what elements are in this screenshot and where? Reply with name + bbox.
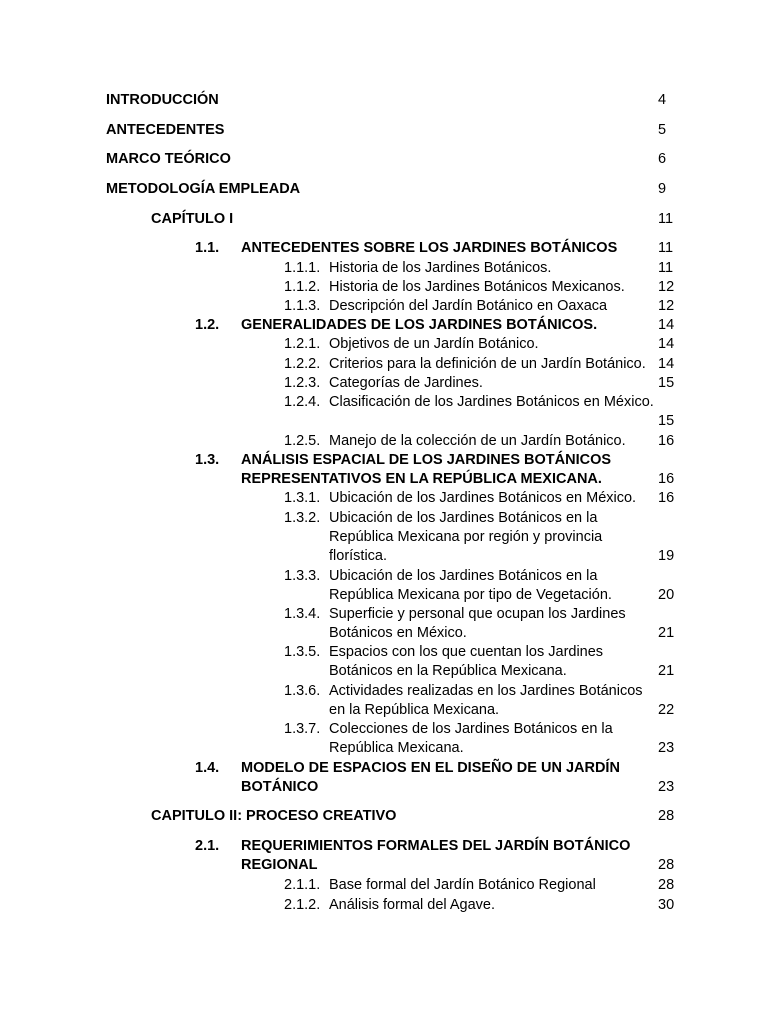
toc-entry-page: 23: [658, 740, 675, 756]
toc-entry-number: 1.3.: [195, 452, 220, 468]
toc-entry-title: Ubicación de los Jardines Botánicos en la República Mexicana por región y provincia florística.: [329, 510, 603, 564]
toc-entry-title: Espacios con los que cuentan los Jardines Botánicos en la República Mexicana.: [329, 644, 604, 679]
toc-entry-page: 14: [658, 317, 675, 333]
toc-entry: [0, 393, 768, 433]
toc-entry-page: 12: [658, 279, 675, 295]
toc-entry-number: 2.1.: [195, 838, 220, 854]
toc-entry-number: 1.1.3.: [284, 298, 321, 314]
toc-entry-page: 12: [658, 298, 675, 314]
toc-entry-title: Historia de los Jardines Botánicos.: [329, 260, 552, 276]
toc-entry-number: 1.1.1.: [284, 260, 321, 276]
toc-entry-title: GENERALIDADES DE LOS JARDINES BOTÁNICOS.: [241, 317, 598, 333]
toc-entry-number: 1.2.3.: [284, 375, 321, 391]
toc-entry-page: 28: [658, 857, 675, 873]
toc-entry-title: REQUERIMIENTOS FORMALES DEL JARDÍN BOTÁNICO REGIONAL: [241, 838, 631, 873]
toc-entry-title: Ubicación de los Jardines Botánicos en México.: [329, 490, 637, 506]
toc-entry-page: 14: [658, 356, 675, 372]
toc-entry-page: 19: [658, 548, 675, 564]
toc-entry-page: 21: [658, 625, 675, 641]
toc-entry-number: 1.3.4.: [284, 606, 321, 622]
toc-entry-title: CAPÍTULO I: [151, 211, 234, 227]
toc-entry-page: 22: [658, 702, 675, 718]
toc-entry-page: 21: [658, 663, 675, 679]
toc-entry: [0, 451, 768, 491]
toc-entry-title: Manejo de la colección de un Jardín Botánico.: [329, 433, 626, 449]
toc-entry-page: 5: [658, 122, 667, 138]
toc-entry-number: 2.1.1.: [284, 877, 321, 893]
toc-entry-title: Análisis formal del Agave.: [329, 897, 496, 913]
toc-entry-number: 1.2.: [195, 317, 220, 333]
toc-entry-number: 1.3.6.: [284, 683, 321, 699]
toc-entry-number: 1.1.: [195, 240, 220, 256]
toc-entry-title: Historia de los Jardines Botánicos Mexicanos.: [329, 279, 625, 295]
toc-entry-number: 1.2.5.: [284, 433, 321, 449]
toc-entry: [0, 720, 768, 760]
toc-entry-title: Descripción del Jardín Botánico en Oaxaca: [329, 298, 608, 314]
toc-entry: [0, 605, 768, 645]
toc-entry-page: 14: [658, 336, 675, 352]
toc-entry-page: 15: [658, 375, 675, 391]
toc-entry: [0, 509, 768, 564]
toc-entry-page: 20: [658, 587, 675, 603]
toc-entry-title: INTRODUCCIÓN: [106, 92, 219, 108]
toc-entry-title: ANTECEDENTES SOBRE LOS JARDINES BOTÁNICOS: [241, 240, 618, 256]
toc-entry-page: 11: [658, 211, 674, 227]
toc-entry-page: 28: [658, 877, 675, 893]
toc-entry-page: 30: [658, 897, 675, 913]
toc-entry-title: Superficie y personal que ocupan los Jardines Botánicos en México.: [329, 606, 626, 641]
toc-entry-title: Objetivos de un Jardín Botánico.: [329, 336, 539, 352]
toc-entry-number: 1.3.5.: [284, 644, 321, 660]
toc-entry-title: CAPITULO II: PROCESO CREATIVO: [151, 808, 397, 824]
toc-entry-title: Colecciones de los Jardines Botánicos en la República Mexicana.: [329, 721, 613, 756]
toc-entry-page: 16: [658, 433, 675, 449]
toc-entry-number: 2.1.2.: [284, 897, 321, 913]
toc-entry: [0, 567, 768, 607]
toc-entry-title: Actividades realizadas en los Jardines Botánicos en la República Mexicana.: [329, 683, 643, 718]
toc-entry-number: 1.2.1.: [284, 336, 321, 352]
toc-entry-title: Base formal del Jardín Botánico Regional: [329, 877, 596, 893]
toc-entry-title: Clasificación de los Jardines Botánicos en México.: [329, 394, 654, 410]
toc-entry-number: 1.2.2.: [284, 356, 321, 372]
toc-entry-title: ANÁLISIS ESPACIAL DE LOS JARDINES BOTÁNICOS REPRESENTATIVOS EN LA REPÚBLICA MEXICANA.: [241, 452, 612, 487]
toc-entry-page: 11: [658, 260, 674, 276]
toc-entry-number: 1.3.1.: [284, 490, 321, 506]
toc-entry: [0, 896, 768, 936]
toc-entry-title: ANTECEDENTES: [106, 122, 225, 138]
toc-entry-number: 1.3.2.: [284, 510, 321, 526]
toc-entry-page: 28: [658, 808, 675, 824]
toc-entry-page: 9: [658, 181, 667, 197]
toc-entry-title: Ubicación de los Jardines Botánicos en la República Mexicana por tipo de Vegetación.: [329, 568, 612, 603]
toc-entry-title: MODELO DE ESPACIOS EN EL DISEÑO DE UN JARDÍN BOTÁNICO: [241, 760, 620, 795]
toc-entry-page: 15: [658, 413, 675, 429]
toc-entry-page: 16: [658, 490, 675, 506]
toc-entry-page: 23: [658, 779, 675, 795]
toc-entry: [0, 682, 768, 722]
toc-entry-number: 1.4.: [195, 760, 220, 776]
toc-entry: [0, 759, 768, 799]
toc-entry-title: METODOLOGÍA EMPLEADA: [106, 181, 301, 197]
toc-entry-number: 1.3.3.: [284, 568, 321, 584]
toc-entry-page: 6: [658, 151, 667, 167]
toc-entry-title: Criterios para la definición de un Jardín Botánico.: [329, 356, 646, 372]
toc-entry-title: Categorías de Jardines.: [329, 375, 483, 391]
toc-entry-page: 4: [658, 92, 667, 108]
toc-entry-page: 11: [658, 240, 674, 256]
toc-entry-number: 1.2.4.: [284, 394, 321, 410]
toc-entry: [0, 643, 768, 683]
toc-entry-number: 1.1.2.: [284, 279, 321, 295]
toc-entry-title: MARCO TEÓRICO: [106, 151, 231, 167]
toc-entry-number: 1.3.7.: [284, 721, 321, 737]
toc-entry-page: 16: [658, 471, 675, 487]
toc-entry: [0, 837, 768, 877]
